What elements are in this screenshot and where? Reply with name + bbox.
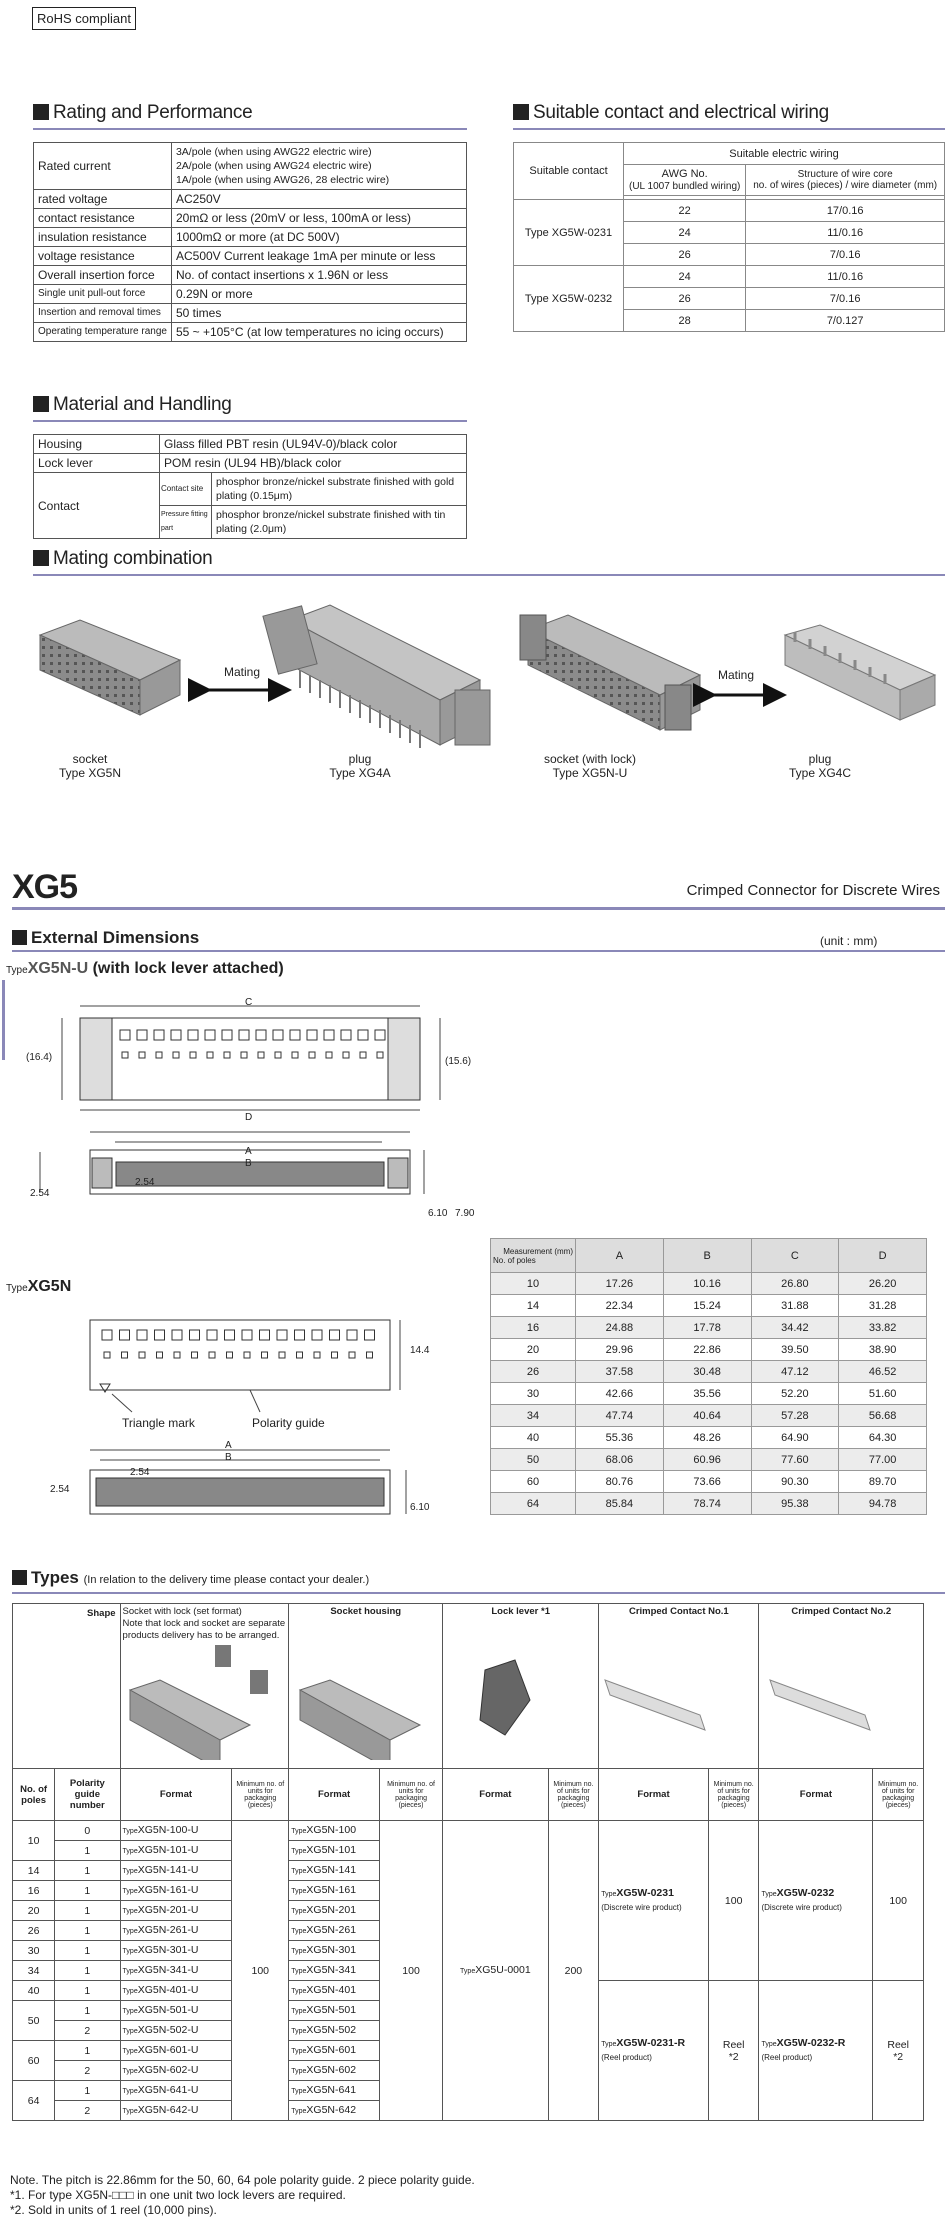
types-rule xyxy=(12,1592,945,1594)
rating-row: contact resistance 20mΩ or less (20mV or less, 100mA or less) xyxy=(34,209,467,228)
triangle-mark-label: Triangle mark xyxy=(122,1416,195,1430)
dimension-table: Measurement (mm) No. of poles A B C D 10 17.26 10.16 26.80 26.20 14 22.34 15.24 31.88 31.28 16 24.88 17.78 34.42 33.82 20 29.96 22.86 39.50 38.90 26 37.58 30.48 47.12 46.52 30 42.66 35.56 52.20 51.60 34 47.74 40.64 57.28 56.68 40 55.36 48.26 64.90 64.30 50 68.06 60.96 77.60 77.00 60 80.76 73.66 90.30 89.70 64 85.84 78.74 95.38 94.78 xyxy=(490,1238,927,1515)
col-socket-housing: Socket housing xyxy=(289,1604,443,1769)
col-contact-2: Crimped Contact No.2 xyxy=(759,1604,924,1769)
wiring-row: Type XG5W-0231 22 17/0.16 xyxy=(514,200,945,222)
types-title: Types (In relation to the delivery time please contact your dealer.) xyxy=(12,1568,369,1588)
dim-254-3: 2.54 xyxy=(50,1484,70,1495)
plug-xg4a-image xyxy=(263,605,490,748)
model-rule xyxy=(12,907,945,910)
col-lock-lever: Lock lever *1 xyxy=(443,1604,599,1769)
dim-d-1: D xyxy=(245,1112,253,1123)
dim-790: 7.90 xyxy=(455,1208,475,1219)
mating-label-2: Mating xyxy=(717,668,755,682)
mating-title: Mating combination xyxy=(33,548,212,570)
rohs-badge: RoHS compliant xyxy=(32,7,136,30)
ext-rule xyxy=(12,950,945,952)
types-row: 20 1 TypeXG5N-201-U TypeXG5N-201 xyxy=(13,1901,924,1921)
dim-row: 10 17.26 10.16 26.80 26.20 xyxy=(491,1273,927,1295)
dim-table-corner: Measurement (mm) No. of poles xyxy=(491,1239,576,1273)
mating-label-1: Mating xyxy=(223,665,261,679)
dim-c-1: C xyxy=(245,997,253,1008)
model-subtitle: Crimped Connector for Discrete Wires xyxy=(686,882,940,899)
dim-row: 20 29.96 22.86 39.50 38.90 xyxy=(491,1339,927,1361)
dim-254-2: 2.54 xyxy=(135,1177,155,1188)
rating-row: Operating temperature range 55 ~ +105°C (at low temperatures no icing occurs) xyxy=(34,323,467,342)
rating-row: voltage resistance AC500V Current leakage 1mA per minute or less xyxy=(34,247,467,266)
dim-254-4: 2.54 xyxy=(130,1467,150,1478)
wiring-rule xyxy=(513,128,945,130)
types-row: 26 1 TypeXG5N-261-U TypeXG5N-261 xyxy=(13,1921,924,1941)
types-row: 40 1 TypeXG5N-401-U TypeXG5N-401 TypeXG5W-0231-R (Reel product) Reel *2 TypeXG5W-0232-R (Reel product) Reel *2 xyxy=(13,1981,924,2001)
material-table: Housing Glass filled PBT resin (UL94V-0)/black color Lock lever POM resin (UL94 HB)/black color Contact Contact site phosphor bronze/nickel substrate finished with gold plating (0.15μm) Pressure fitting part phosphor bronze/nickel substrate finished with tin plating (2.0μm) xyxy=(33,434,467,539)
types-row: 30 1 TypeXG5N-301-U TypeXG5N-301 xyxy=(13,1941,924,1961)
side-marker xyxy=(2,980,5,1060)
drawing-xg5n xyxy=(20,1300,460,1560)
drawing-xg5n-u xyxy=(20,990,460,1260)
caption-socket: socket Type XG5N xyxy=(58,752,122,780)
contact-1-image xyxy=(605,1680,705,1730)
dim-a-2: A xyxy=(225,1440,232,1451)
plug-xg4c-image xyxy=(785,625,935,720)
types-row: 16 1 TypeXG5N-161-U TypeXG5N-161 xyxy=(13,1881,924,1901)
rating-row: Insertion and removal times 50 times xyxy=(34,304,467,323)
col-socket-lock: Socket with lock (set format) Note that lock and socket are separate products delivery has to be arranged. xyxy=(120,1604,289,1769)
notes: Note. The pitch is 22.86mm for the 50, 60, 64 pole polarity guide. 2 piece polarity guide. *1. For type XG5N-□□□ in one unit two lock levers are required. *2. Sold in units of 1 reel (10,000 pins). xyxy=(10,2173,475,2217)
types-row: 10 0 TypeXG5N-100-U 100 TypeXG5N-100 100 TypeXG5U-0001 200 TypeXG5W-0231 (Discrete wire product) 100 TypeXG5W-0232 (Discrete wire product) 100 xyxy=(13,1821,924,1841)
hdr-wiring: Suitable electric wiring xyxy=(624,143,945,165)
caption-plug-xg4c: plug Type XG4C xyxy=(788,752,852,780)
dim-row: 50 68.06 60.96 77.60 77.00 xyxy=(491,1449,927,1471)
dim-row: 64 85.84 78.74 95.38 94.78 xyxy=(491,1493,927,1515)
wiring-contact: Type XG5W-0232 xyxy=(514,266,624,332)
hdr-awg: AWG No. (UL 1007 bundled wiring) xyxy=(624,165,746,196)
wiring-contact: Type XG5W-0231 xyxy=(514,200,624,266)
wiring-row: 26 7/0.16 xyxy=(514,288,945,310)
types-row: 2 TypeXG5N-502-U TypeXG5N-502 xyxy=(13,2021,924,2041)
dim-610-2: 6.10 xyxy=(410,1502,430,1513)
polarity-guide-label: Polarity guide xyxy=(252,1416,325,1430)
dim-254-1: 2.54 xyxy=(30,1188,50,1199)
dim-16-4: (16.4) xyxy=(26,1052,53,1063)
material-rule xyxy=(33,420,467,422)
lock-lever-image xyxy=(480,1660,530,1735)
wiring-title: Suitable contact and electrical wiring xyxy=(513,102,829,124)
socket-lock-image xyxy=(130,1645,268,1760)
rating-row: Single unit pull-out force 0.29N or more xyxy=(34,285,467,304)
types-illustrations xyxy=(120,1640,920,1760)
dim-row: 40 55.36 48.26 64.90 64.30 xyxy=(491,1427,927,1449)
material-title: Material and Handling xyxy=(33,394,232,416)
wiring-table xyxy=(513,142,945,332)
dim-a-1: A xyxy=(245,1146,252,1157)
dim-row: 34 47.74 40.64 57.28 56.68 xyxy=(491,1405,927,1427)
rating-row: Rated current 3A/pole (when using AWG22 electric wire) 2A/pole (when using AWG24 electric wire) 1A/pole (when using AWG26, 28 electric wire) xyxy=(34,143,467,190)
wiring-row: 24 11/0.16 xyxy=(514,222,945,244)
types-row: 34 1 TypeXG5N-341-U TypeXG5N-341 xyxy=(13,1961,924,1981)
dim-14-4: 14.4 xyxy=(410,1345,430,1356)
types-row: 60 1 TypeXG5N-601-U TypeXG5N-601 xyxy=(13,2041,924,2061)
hdr-contact: Suitable contact xyxy=(514,143,624,200)
dim-row: 26 37.58 30.48 47.12 46.52 xyxy=(491,1361,927,1383)
wiring-row: Type XG5W-0232 24 11/0.16 xyxy=(514,266,945,288)
rating-row: insulation resistance 1000mΩ or more (at DC 500V) xyxy=(34,228,467,247)
type-xg5n-label: TypeXG5N xyxy=(6,1278,72,1295)
dim-row: 14 22.34 15.24 31.88 31.28 xyxy=(491,1295,927,1317)
socket-xg5n-image xyxy=(40,620,180,715)
types-row: 14 1 TypeXG5N-141-U TypeXG5N-141 xyxy=(13,1861,924,1881)
dim-b-2: B xyxy=(225,1452,232,1463)
types-row: 50 1 TypeXG5N-501-U TypeXG5N-501 xyxy=(13,2001,924,2021)
model-title: XG5 xyxy=(12,868,78,906)
dim-row: 30 42.66 35.56 52.20 51.60 xyxy=(491,1383,927,1405)
types-table: Shape Socket with lock (set format) Note that lock and socket are separate products delivery has to be arranged. Socket housing Lock lever *1 Crimped Contact No.1 Crimped Contact No.2 No. of poles Polarity guide number Format Minimum no. of units for packaging (pieces) Format Minimum no. of units for packaging (pieces) Format Minimum no. of units for packaging (pieces) Format Minimum no. of units for packaging (pieces) Format Minimum no. of units for packaging (pieces) 10 0 TypeXG5N-100-U 100 TypeXG5N-100 100 TypeXG5U-0001 200 TypeXG5W-0231 (Discrete wire product) 100 TypeXG5W-0232 (Discrete wire product) 100 1 TypeXG5N-101-U TypeXG5N-101 14 1 TypeXG5N-141-U TypeXG5N-141 16 1 TypeXG5N-161-U TypeXG5N-161 20 1 TypeXG5N-201-U TypeXG5N-201 26 1 TypeXG5N-261-U TypeXG5N-261 30 1 TypeXG5N-301-U TypeXG5N-301 34 1 TypeXG5N-341-U TypeXG5N-341 40 1 TypeXG5N-401-U TypeXG5N-401 TypeXG5W-0231-R (Reel product) Reel *2 TypeXG5W-0232-R (Reel product) Reel *2 50 1 TypeXG5N-501-U TypeXG5N-501 2 TypeXG5N-502-U TypeXG5N-502 60 1 TypeXG5N-601-U TypeXG5N-601 2 TypeXG5N-602-U TypeXG5N-602 64 1 TypeXG5N-641-U TypeXG5N-641 2 TypeXG5N-642-U TypeXG5N-642 xyxy=(12,1603,924,2121)
types-row: 1 TypeXG5N-101-U TypeXG5N-101 xyxy=(13,1841,924,1861)
dim-610-1: 6.10 xyxy=(428,1208,448,1219)
dim-row: 60 80.76 73.66 90.30 89.70 xyxy=(491,1471,927,1493)
shape-header: Shape xyxy=(13,1604,121,1769)
rating-row: Overall insertion force No. of contact insertions x 1.96N or less xyxy=(34,266,467,285)
mating-rule xyxy=(33,574,945,576)
rating-table xyxy=(33,142,467,342)
socket-housing-image xyxy=(300,1680,420,1760)
types-row: 2 TypeXG5N-602-U TypeXG5N-602 xyxy=(13,2061,924,2081)
dim-b-1: B xyxy=(245,1158,252,1169)
ext-title: External Dimensions xyxy=(12,928,199,948)
types-row: 64 1 TypeXG5N-641-U TypeXG5N-641 xyxy=(13,2081,924,2101)
type-xg5n-u-label: TypeXG5N-U (with lock lever attached) xyxy=(6,960,284,977)
col-contact-1: Crimped Contact No.1 xyxy=(599,1604,759,1769)
unit-label: (unit : mm) xyxy=(820,934,878,948)
hdr-struct: Structure of wire core no. of wires (pieces) / wire diameter (mm) xyxy=(746,165,945,196)
contact-2-image xyxy=(770,1680,870,1730)
rating-row: rated voltage AC250V xyxy=(34,190,467,209)
wiring-row: 28 7/0.127 xyxy=(514,310,945,332)
dim-15-6: (15.6) xyxy=(445,1056,472,1067)
types-row: 2 TypeXG5N-642-U TypeXG5N-642 xyxy=(13,2101,924,2121)
caption-plug-xg4a: plug Type XG4A xyxy=(329,752,391,780)
dim-row: 16 24.88 17.78 34.42 33.82 xyxy=(491,1317,927,1339)
caption-socket-lock: socket (with lock) Type XG5N-U xyxy=(543,752,637,780)
rating-title: Rating and Performance xyxy=(33,102,252,124)
rating-rule xyxy=(33,128,467,130)
wiring-row: 26 7/0.16 xyxy=(514,244,945,266)
socket-xg5n-u-image xyxy=(520,615,700,730)
